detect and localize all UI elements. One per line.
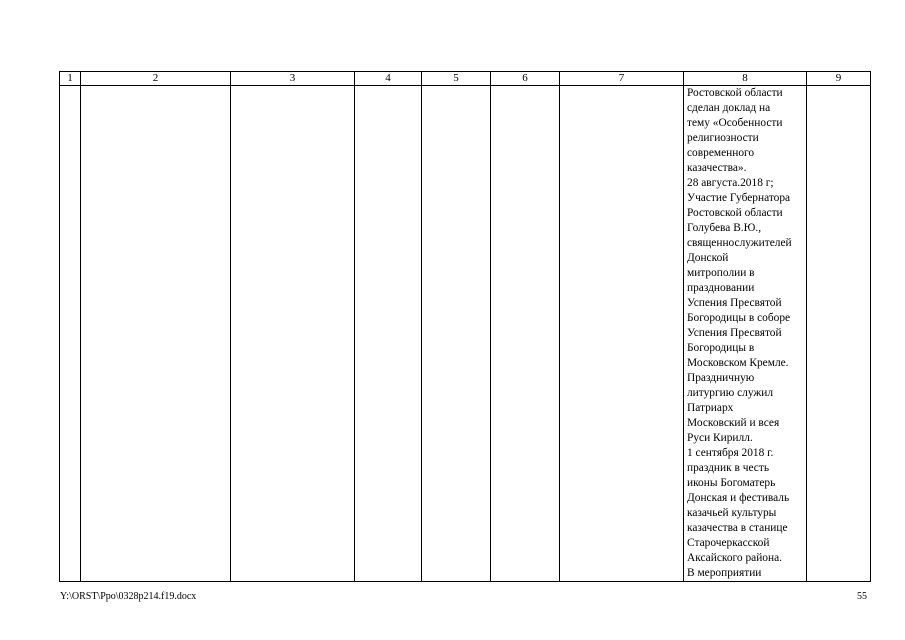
cell-col-7 [560,86,684,582]
cell-col-8 [684,86,807,582]
page-number: 55 [857,591,867,602]
cell-col-6 [491,86,560,582]
column-number-3: 3 [231,72,355,86]
cell-col-4 [355,86,422,582]
text-line: священнослужителей [687,237,792,249]
text-line: казачества». [687,162,747,174]
text-line: Голубева В.Ю., [687,222,762,234]
text-line: Донской [687,252,729,264]
column-number-1: 1 [60,72,81,86]
text-line: 1 сентября 2018 г. [687,447,774,459]
text-line: иконы Богоматерь [687,477,776,489]
text-line: религиозности [687,132,759,144]
column-number-8: 8 [684,72,807,86]
footer-file-path: Y:\ORST\Ppo\0328p214.f19.docx [60,591,197,602]
text-line: литургию служил [687,387,774,399]
text-line: Успения Пресвятой [687,327,782,339]
text-line: 28 августа.2018 г; [687,177,774,189]
text-line: казачества в станице [687,522,788,534]
column-number-9: 9 [807,72,871,86]
cell-col-2 [81,86,231,582]
text-line: Патриарх [687,402,734,414]
text-line: Донская и фестиваль [687,492,790,504]
text-line: Аксайского района. [687,552,783,564]
text-line: сделан доклад на [687,102,771,114]
column-number-6: 6 [491,72,560,86]
text-line: Праздничную [687,372,755,384]
text-line: Успения Пресвятой [687,297,782,309]
text-line: праздник в честь [687,462,770,474]
text-line: митрополии в [687,267,755,279]
text-line: В мероприятии [687,567,762,579]
cell-col-3 [231,86,355,582]
cell-col-1 [60,86,81,582]
cell-col-9 [807,86,871,582]
text-line: современного [687,147,755,159]
table-row [60,86,871,582]
text-line: Московский и всея [687,417,780,429]
text-line: Ростовской области [687,87,783,99]
column-number-5: 5 [422,72,491,86]
column-number-4: 4 [355,72,422,86]
text-line: тему «Особенности [687,117,783,129]
text-line: Богородицы в соборе [687,312,791,324]
event-description-text [684,86,806,581]
text-line: Ростовской области [687,207,783,219]
text-line: казачьей культуры [687,507,777,519]
column-number-2: 2 [81,72,231,86]
text-line: Участие Губернатора [687,192,791,204]
cell-col-5 [422,86,491,582]
column-number-7: 7 [560,72,684,86]
column-number-row [60,72,871,86]
text-line: Московском Кремле. [687,357,789,369]
text-line: Старочеркасской [687,537,770,549]
continuation-table [59,71,871,582]
text-line: Руси Кирилл. [687,432,753,444]
text-line: праздновании [687,282,755,294]
text-line: Богородицы в [687,342,755,354]
